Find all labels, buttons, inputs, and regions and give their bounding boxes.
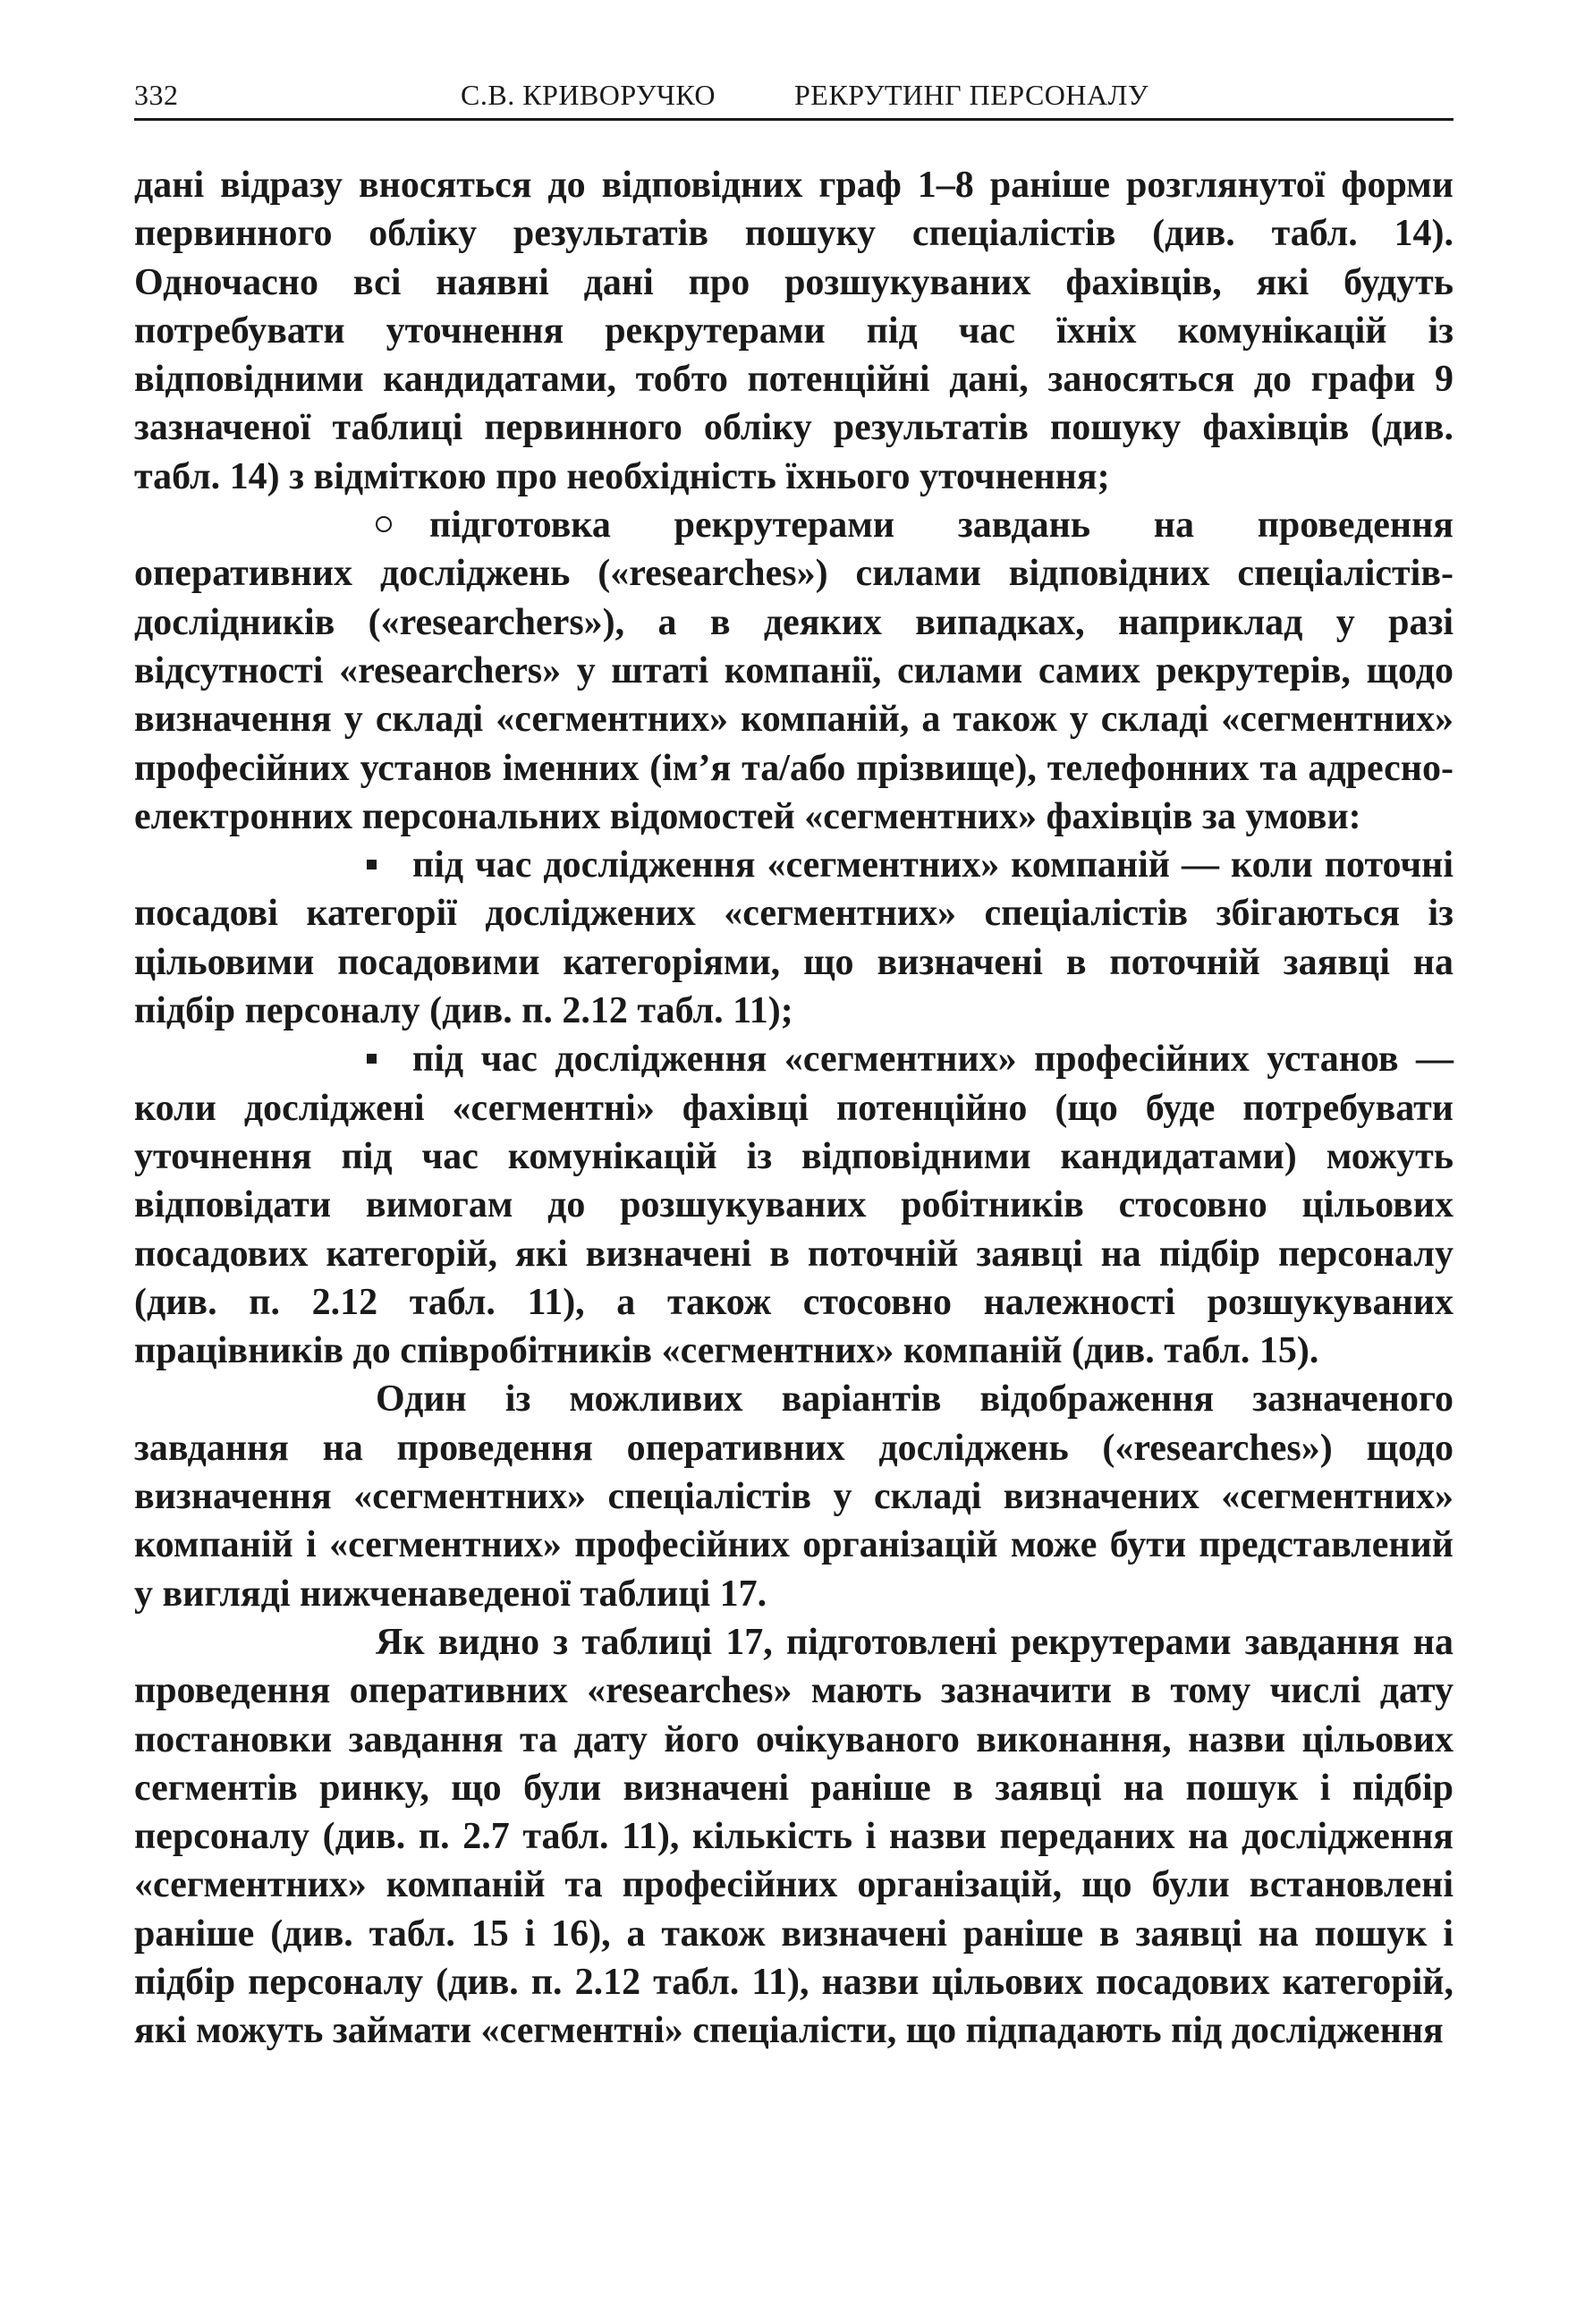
document-page — [134, 72, 1454, 2052]
square-bullet-icon — [367, 1054, 377, 1064]
list-item-text: під час дослідження «сегментних» компаній — коли поточні посадові категорії досліджених «сегментних» спеціалістів збігаються із цільовими посадовими категоріями, що визначені в поточній заявці на підбір персоналу (див. п. 2.12 табл. 11); — [134, 844, 1454, 1032]
list-item-text: підготовка рекрутерами завдань на проведення оперативних досліджень («researches») силами відповідних спеціалістів-дослідників («researchers»), а в деяких випадках, наприклад у разі відсутності «researchers» у штаті компанії, силами самих рекрутерів, щодо визначення у складі «сегментних» компаній, а також у складі «сегментних» професійних установ іменних (ім’я та/або прізвище), телефонних та адресно-електронних персональних відомостей «сегментних» фахівців за умови: — [134, 505, 1454, 837]
running-header — [134, 72, 1454, 118]
paragraph: Один із можливих варіантів відображення зазначеного завдання на проведення оперативних досліджень («researches») щодо визначення «сегментних» спеціалістів у складі визначених «сегментних» компаній і «сегментних» професійних організацій може бути представлений у вигляді нижченаведеної таблиці 17. — [134, 1378, 1454, 1615]
header-author: С.В. КРИВОРУЧКО — [461, 79, 716, 111]
list-item-text: під час дослідження «сегментних» професійних установ — коли досліджені «сегментні» фахівці потенційно (що буде потребувати уточнення під час комунікацій із відповідними кандидатами) можуть відповідати вимогам до розшукуваних робітників стосовно цільових посадових категорій, які визначені в поточній заявці на підбір персоналу (див. п. 2.12 табл. 11), а також стосовно належності розшукуваних працівників до співробітників «сегментних» компаній (див. табл. 15). — [134, 1039, 1454, 1372]
header-rule — [134, 118, 1454, 121]
body-text — [134, 161, 1454, 2056]
list-item-level2 — [134, 1035, 1454, 1375]
circle-bullet-icon — [376, 516, 392, 532]
header-book-title: РЕКРУТИНГ ПЕРСОНАЛУ — [794, 79, 1148, 111]
paragraph-continuation: дані відразу вносяться до відповідних граф 1–8 раніше розглянутої форми первинного обліку результатів пошуку спеціалістів (див. табл. 14). Одночасно всі наявні дані про розшукуваних фахівців, які будуть потребувати уточнення рекрутерами під час їхніх комунікацій із відповідними кандидатами, тобто потенційні дані, заносяться до графи 9 зазначеної таблиці первинного обліку результатів пошуку фахівців (див. табл. 14) з відміткою про необхідність їхнього уточнення; — [134, 165, 1454, 497]
list-item-level2 — [134, 841, 1454, 1035]
list-item-level1 — [134, 501, 1454, 841]
square-bullet-icon — [367, 860, 377, 869]
paragraph: Як видно з таблиці 17, підготовлені рекрутерами завдання на проведення оперативних «researches» мають зазначити в тому числі дату постановки завдання та дату його очікуваного виконання, назви цільових сегментів ринку, що були визначені раніше в заявці на пошук і підбір персоналу (див. п. 2.7 табл. 11), кількість і назви переданих на дослідження «сегментних» компаній та професійних організацій, що були встановлені раніше (див. табл. 15 і 16), а також визначені раніше в заявці на пошук і підбір персоналу (див. п. 2.12 табл. 11), назви цільових посадових категорій, які можуть займати «сегментні» спеціалісти, що підпадають під дослідження — [134, 1621, 1454, 2052]
page-number: 332 — [134, 79, 179, 111]
